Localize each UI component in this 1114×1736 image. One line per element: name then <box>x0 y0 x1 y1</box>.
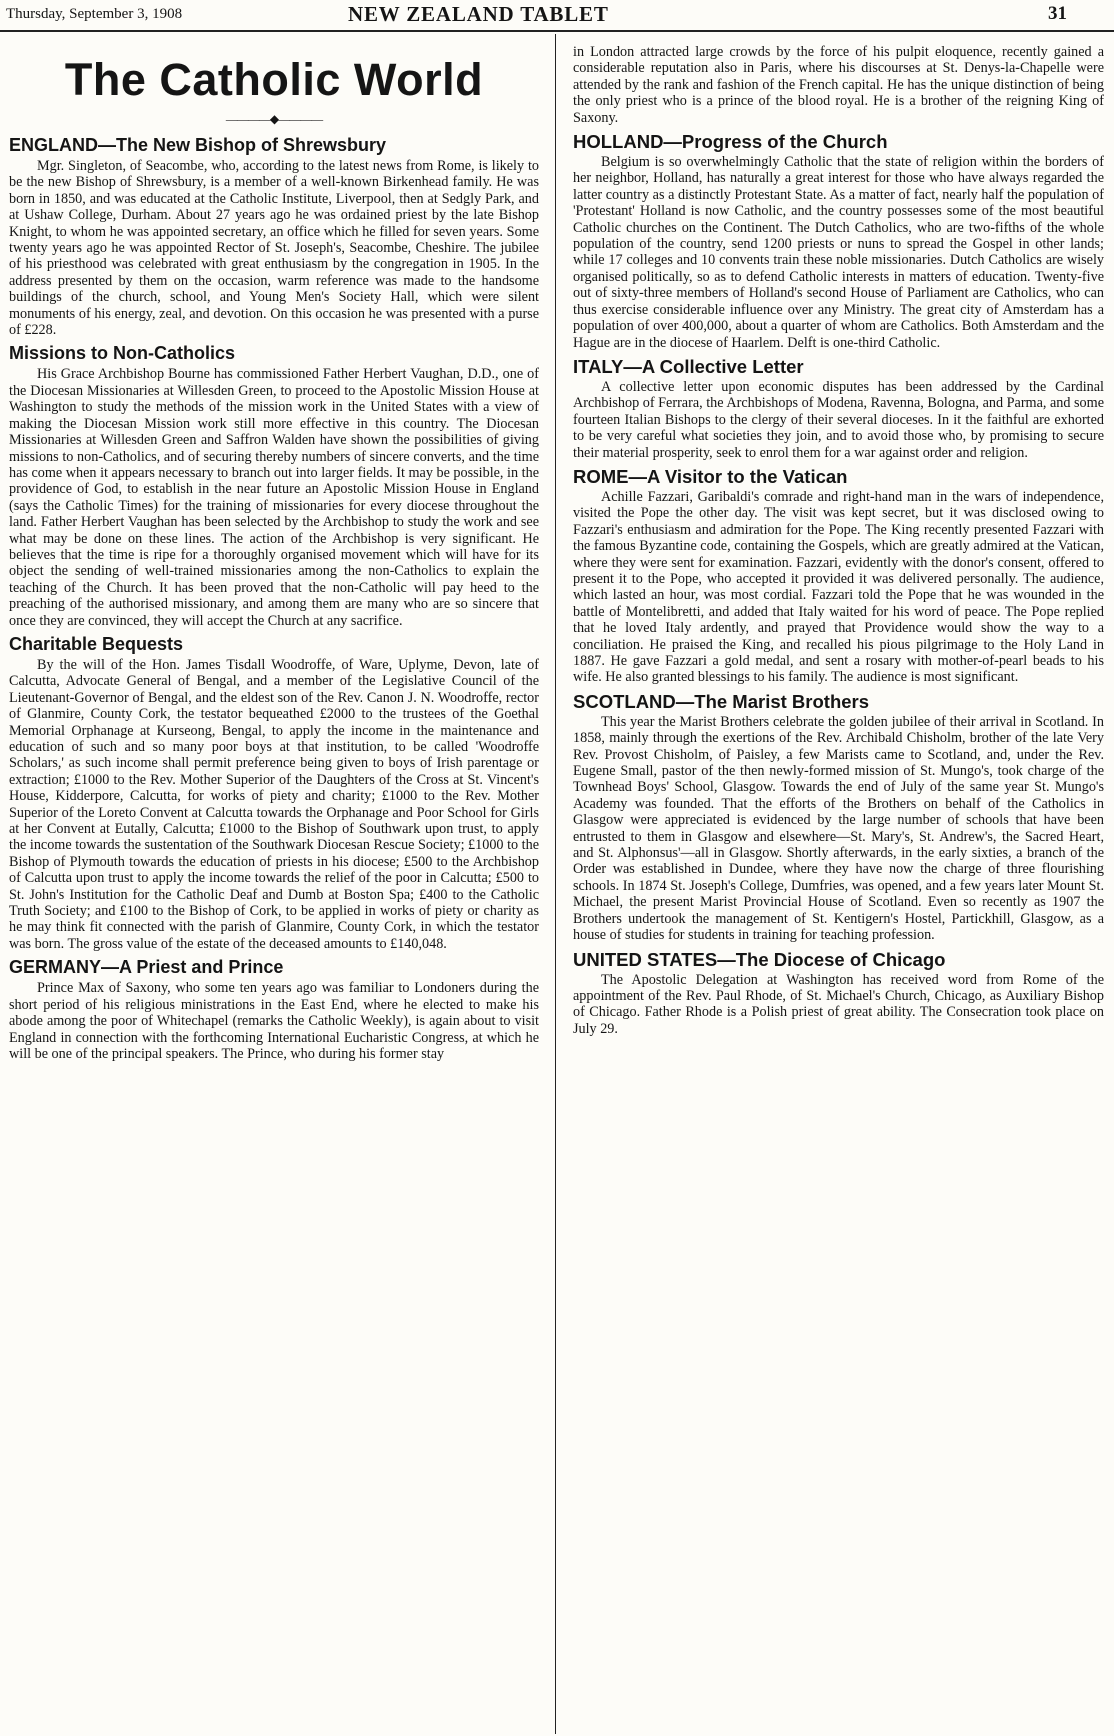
article-body: This year the Marist Brothers celebrate the golden jubilee of their arrival in Scotland. In 1858, mainly through the exertions of the Rev. Archibald Chisholm, brother of the late Very Rev. Provost Chisholm, of Paisley, a few Marists came to Scotland, and, under the Rev. Eugene Small, pastor of the then newly-formed mission of St. Mungo's, took charge of the Townhead Boys' School, Glasgow. Towards the end of July of the same year St. Mungo's Academy was founded. That the efforts of the Brothers on behalf of the Catholics in Glasgow were appreciated is evidenced by the large number of schools that have been entrusted to them in Glasgow and elsewhere—St. Mary's, St. Andrew's, the Sacred Heart, and St. Alphonsus'—all in Glasgow. Shortly afterwards, in the early sixties, a branch of the Order was established in Dundee, where they have now the charge of three flourishing schools. In 1874 St. Joseph's College, Dumfries, was opened, and a few years later Mount St. Michael, the present Marist Provincial House of Scotland. Even so recently as 1907 the Brothers undertook the management of St. Kentigern's Hostel, Partickhill, Glasgow, as a house of studies for students in training for teaching profession. <box>573 713 1104 944</box>
article-holland <box>573 130 1104 351</box>
article-body: His Grace Archbishop Bourne has commissioned Father Herbert Vaughan, D.D., one of the Diocesan Missionaries at Willesden Green, to proceed to the Apostolic Mission House at Washington to study the methods of the mission work in the United States with a view of making the Diocesan Mission work still more effective in this country. The Diocesan Missionaries at Willesden Green and Saffron Walden have shown the possibilities of giving missions to non-Catholics, and of securing thereby numbers of sincere converts, and the time has come when it appears necessary to branch out into larger fields. It may be possible, in the providence of God, to establish in the near future an Apostolic Mission House in England (says the Catholic Times) for the training of missionaries for every diocese throughout the land. Father Herbert Vaughan has been selected by the Archbishop to study the work and see what may be done on these lines. The action of the Archbishop is very significant. He believes that the time is ripe for a thoroughly organised movement which will have for its object the sending of well-trained missionaries among the non-Catholics to explain the teaching of the Church. It has been proved that the non-Catholic will pay heed to the preaching of the authorised missionary, and among them are many who are so sincere that once they are convinced, they will accept the Church at any sacrifice. <box>9 366 539 629</box>
article-italy <box>573 355 1104 461</box>
article-heading: GERMANY—A Priest and Prince <box>9 957 284 978</box>
article-body: in London attracted large crowds by the force of his pulpit eloquence, recently gained a considerable reputation also in Paris, where his discourses at St. Denys-la-Chapelle were attended by the rank and fashion of the French capital. He has the unique distinction of being the only priest who is a prince of the blood royal. He is a brother of the reigning King of Saxony. <box>573 44 1104 126</box>
article-body: The Apostolic Delegation at Washington has received word from Rome of the appointment of the Rev. Paul Rhode, of St. Michael's Church, Chicago, as Auxiliary Bishop of Chicago. Father Rhode is a Polish priest of great ability. The Consecration took place on July 29. <box>573 971 1104 1037</box>
article-body: Belgium is so overwhelmingly Catholic that the state of religion within the borders of her neighbor, Holland, has naturally a great interest for those who have always regarded the latter country as a distinctly Protestant State. As a matter of fact, nearly half the population of 'Protestant' Holland is now Catholic, and the country possesses some of the most beautiful Catholic churches on the Continent. The Dutch Catholics, who are two-fifths of the whole population of the country, send 1200 priests or nuns to spread the Gospel in other lands; while 17 colleges and 10 convents train these noble missionaries. Dutch Catholics are wisely organised politically, so as to defend Catholic interests in matters of education. Twenty-five out of sixty-three members of Holland's second House of Parliament are Catholics, who can thus exercise considerable influence over any Ministry. The great city of Amsterdam has a population of over 400,000, about a quarter of whom are Catholics. Both Amsterdam and the Hague are in the diocese of Haarlem. Delft is one-third Catholic. <box>573 154 1104 351</box>
article-heading: SCOTLAND—The Marist Brothers <box>573 690 870 712</box>
article-missions <box>9 342 539 629</box>
article-germany <box>9 956 539 1062</box>
article-heading: Missions to Non-Catholics <box>9 343 236 364</box>
newspaper-title: NEW ZEALAND TABLET <box>348 2 609 26</box>
article-body: Prince Max of Saxony, who some ten years ago was familiar to Londoners during the short period of his religious ministrations in the East End, where he elected to make his abode among the poor of Whitechapel (remarks the Catholic Weekly), is again about to visit England in connection with the forthcoming International Eucharistic Congress, at which he will be one of the principal speakers. The Prince, who during his former stay <box>9 980 539 1062</box>
article-england <box>9 134 539 338</box>
column-divider <box>555 34 556 1734</box>
page-number: 31 <box>1048 3 1067 24</box>
article-heading: ITALY—A Collective Letter <box>573 355 804 377</box>
right-column <box>573 44 1104 1734</box>
article-heading: HOLLAND—Progress of the Church <box>573 131 888 153</box>
article-united-states <box>573 948 1104 1038</box>
masthead <box>0 0 1114 34</box>
article-rome <box>573 465 1104 686</box>
left-column <box>9 44 539 1734</box>
article-germany-continued <box>573 44 1104 126</box>
article-heading: UNITED STATES—The Diocese of Chicago <box>573 948 946 970</box>
article-body: Achille Fazzari, Garibaldi's comrade and right-hand man in the wars of independence, visited the Pope the other day. The visit was kept secret, but it was disclosed owing to Fazzari's enthusiasm and admiration for the Pope. The King recently presented Fazzari with the famous Byzantine code, containing the Gospels, which are greatly admired at the Vatican, where they were sent for examination. Fazzari, evidently with the donor's consent, offered to present it to the Pope, who accepted it provided it was delivered personally. The audience, which lasted an hour, was most cordial. Fazzari told the Pope that he was wounded in the battle of Montelibretti, and added that Italy waited for his word of peace. The Pope replied that he loved Italy ardently, and prayed that Providence would show the way to a conciliation. He praised the King, and recalled his pious pilgrimage to the Holy Land in 1887. He gave Fazzari a gold medal, and sent a rosary with mother-of-pearl beads to his wife. He also granted blessings to his family. The audience is most significant. <box>573 488 1104 686</box>
article-heading: ENGLAND—The New Bishop of Shrewsbury <box>9 135 387 155</box>
issue-date: Thursday, September 3, 1908 <box>6 6 183 22</box>
article-body: By the will of the Hon. James Tisdall Woodroffe, of Ware, Uplyme, Devon, late of Calcutta, Advocate General of Bengal, and a member of the Legislative Council of the Lieutenant-Governor of Bengal, and the eldest son of the Rev. Canon J. N. Woodroffe, rector of Glanmire, County Cork, the testator bequeathed £2000 to the trustees of the Goethal Memorial Orphanage at Kurseong, Bengal, to apply the income in the maintenance and education of such and so many poor boys at that institution, to be called 'Woodroffe Scholars,' as such income shall permit preference being given to boys of Irish parentage or extraction; £1000 to the Rev. Mother Superior of the Daughters of the Cross at St. Vincent's House, Kidderpore, Calcutta, for works of piety and charity; £1000 to the Rev. Mother Superior of the Loreto Convent at Calcutta towards the Orphanage and Poor School for Girls at her Convent at Eutally, Calcutta; £1000 to the Bishop of Southwark upon trust, to apply the income towards the sustentation of the Southwark Diocesan Rescue Society; £1000 to the Bishop of Plymouth towards the education of priests in his diocese; £500 to the Archbishop of Calcutta upon trust to apply the income towards the relief of the poor in Calcutta; £500 to St. John's Institution for the Catholic Deaf and Dumb at Boston Spa; £400 to the Catholic Truth Society; and £100 to the Bishop of Cork, to be applied in works of piety or charity as he may think fit connected with the parish of Glanmire, County Cork, in which the testator was born. The gross value of the estate of the deceased amounts to £140,048. <box>9 656 539 952</box>
article-heading: ROME—A Visitor to the Vatican <box>573 465 848 487</box>
article-body: A collective letter upon economic disputes has been addressed by the Cardinal Archbishop of Ferrara, the Archbishops of Modena, Ravenna, Bologna, and Parma, and some fourteen Italian Bishops to the clergy of their several dioceses. In it the faithful are exhorted to be very careful what societies they join, and to avoid those who, by promising to secure their material prosperity, seek to enrol them for a war against order and religion. <box>573 378 1104 461</box>
section-banner-title: The Catholic World <box>64 54 484 105</box>
article-body: Mgr. Singleton, of Seacombe, who, according to the latest news from Rome, is likely to be the new Bishop of Shrewsbury, is a member of a well-known Birkenhead family. He was born in 1850, and was educated at the Catholic Institute, Liverpool, then at Sedgly Park, and at Ushaw College, Durham. About 27 years ago he was ordained priest by the late Bishop Knight, to whom he was appointed secretary, an office which he filled for seven years. Some twenty years ago he was appointed Rector of St. Joseph's, Seacombe, Cheshire. The jubilee of his priesthood was celebrated with great enthusiasm by the congregation in 1905. In the address presented by them on the occasion, warm reference was made to the handsome buildings of the church, school, and Young Men's Society Hall, which were silent monuments of his energy, zeal, and devotion. On this occasion he was presented with a purse of £228. <box>9 158 539 339</box>
masthead-rule <box>0 30 1114 32</box>
article-scotland <box>573 690 1104 944</box>
banner-ornament: ————◆———— <box>225 112 323 126</box>
article-bequests <box>9 633 539 952</box>
article-heading: Charitable Bequests <box>9 633 184 654</box>
